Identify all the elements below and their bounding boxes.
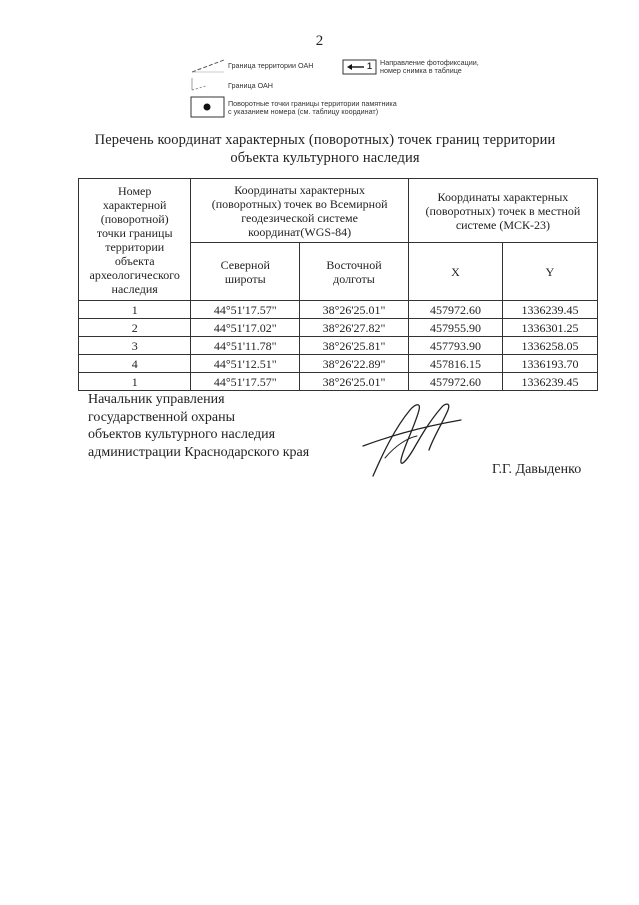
cell-x: 457793.90 bbox=[408, 337, 502, 355]
cell-x: 457972.60 bbox=[408, 373, 502, 391]
cell-y: 1336258.05 bbox=[503, 337, 598, 355]
cell-y: 1336239.45 bbox=[503, 301, 598, 319]
legend-photo-direction-line2: номер снимка в таблице bbox=[380, 66, 462, 75]
title-line-2: объекта культурного наследия bbox=[230, 150, 420, 166]
table-row bbox=[79, 319, 598, 337]
cell-y: 1336193.70 bbox=[503, 355, 598, 373]
cell-y: 1336301.25 bbox=[503, 319, 598, 337]
coordinates-table bbox=[78, 178, 598, 391]
legend-turning-points-line2: с указанием номера (см. таблицу координат) bbox=[228, 107, 379, 116]
handwritten-signature bbox=[355, 398, 465, 478]
header-latitude: Северной широты bbox=[191, 243, 300, 301]
cell-x: 457816.15 bbox=[408, 355, 502, 373]
header-x: X bbox=[408, 243, 502, 301]
title-line-1: Перечень координат характерных (поворотных) точек границ территории bbox=[94, 132, 556, 148]
cell-point-number: 4 bbox=[79, 355, 191, 373]
legend-photo-direction-line1: Направление фотофиксации, bbox=[380, 58, 479, 67]
cell-point-number: 1 bbox=[79, 373, 191, 391]
cell-point-number: 1 bbox=[79, 301, 191, 319]
oan-boundary-icon bbox=[190, 76, 226, 92]
table-row bbox=[79, 337, 598, 355]
photo-direction-icon bbox=[342, 59, 378, 75]
territory-boundary-icon bbox=[190, 58, 226, 74]
document-title bbox=[60, 131, 590, 167]
signatory-name: Г.Г. Давыденко bbox=[492, 462, 582, 477]
table-row bbox=[79, 373, 598, 391]
signatory-line-3: объектов культурного наследия bbox=[88, 427, 276, 442]
signatory-line-4: администрации Краснодарского края bbox=[88, 444, 310, 460]
legend-oan-boundary: Граница ОАН bbox=[228, 81, 273, 90]
header-y: Y bbox=[503, 243, 598, 301]
legend-turning-points-line1: Поворотные точки границы территории памятника bbox=[228, 99, 397, 108]
cell-point-number: 3 bbox=[79, 337, 191, 355]
cell-longitude: 38°26'25.01" bbox=[300, 301, 409, 319]
cell-longitude: 38°26'25.01" bbox=[300, 373, 409, 391]
table-row bbox=[79, 301, 598, 319]
header-msk23: Координаты характерных (поворотных) точек в местной системе (МСК-23) bbox=[408, 179, 597, 243]
cell-point-number: 2 bbox=[79, 319, 191, 337]
signatory-line-2: государственной охраны bbox=[88, 409, 236, 425]
cell-longitude: 38°26'22.89" bbox=[300, 355, 409, 373]
header-longitude: Восточной долготы bbox=[300, 243, 409, 301]
cell-latitude: 44°51'11.78" bbox=[191, 337, 300, 355]
header-wgs84: Координаты характерных (поворотных) точек во Всемирной геодезической системе координат(WGS-84) bbox=[191, 179, 408, 243]
cell-latitude: 44°51'17.57" bbox=[191, 301, 300, 319]
cell-longitude: 38°26'27.82" bbox=[300, 319, 409, 337]
legend-photo-number: 1 bbox=[367, 61, 373, 71]
cell-x: 457972.60 bbox=[408, 301, 502, 319]
cell-latitude: 44°51'17.57" bbox=[191, 373, 300, 391]
header-point-number: Номер характерной (поворотной) точки границы территории объекта археологического наследия bbox=[79, 179, 191, 301]
cell-latitude: 44°51'17.02" bbox=[191, 319, 300, 337]
cell-x: 457955.90 bbox=[408, 319, 502, 337]
legend-territory-boundary: Граница территории ОАН bbox=[228, 61, 314, 70]
table-row bbox=[79, 355, 598, 373]
turning-point-icon bbox=[190, 96, 226, 118]
page-number: 2 bbox=[315, 33, 324, 49]
map-legend bbox=[190, 58, 510, 120]
signatory-position bbox=[88, 391, 309, 461]
cell-longitude: 38°26'25.81" bbox=[300, 337, 409, 355]
cell-y: 1336239.45 bbox=[503, 373, 598, 391]
signatory-line-1: Начальник управления bbox=[88, 392, 225, 407]
cell-latitude: 44°51'12.51" bbox=[191, 355, 300, 373]
